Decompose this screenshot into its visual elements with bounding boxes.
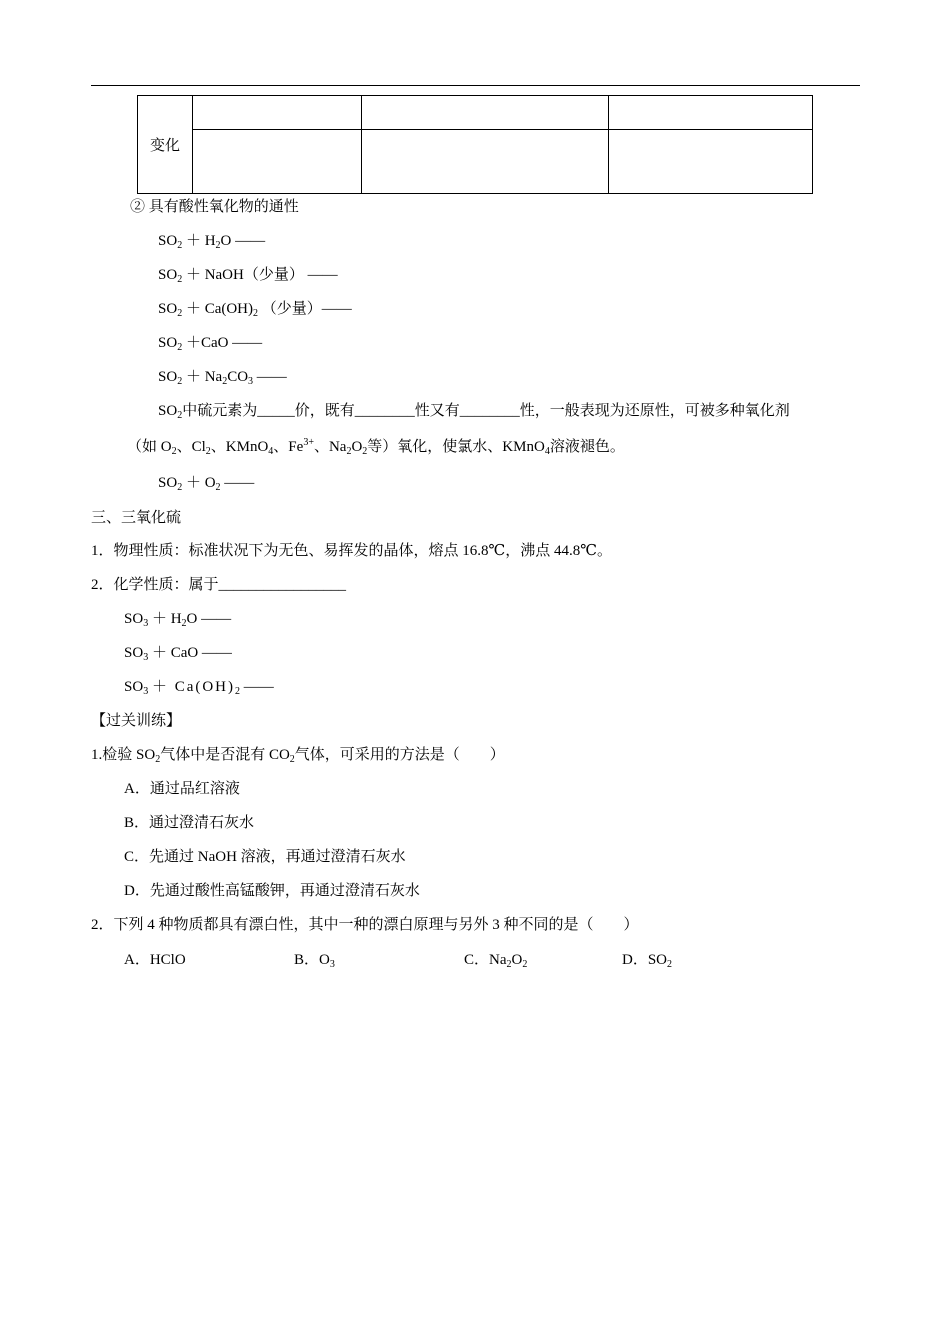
practice-heading: 【过关训练】 <box>91 713 182 729</box>
equation-so2-cao: $SO_2 +CaO$ —— <box>158 335 263 353</box>
so3-chemical-properties: 2．化学性质：属于_________________ <box>91 577 347 593</box>
q1-option-d: D．先通过酸性高锰酸钾，再通过澄清石灰水 <box>124 883 420 899</box>
equation-so2-o2: $SO_2 + O_2$ —— <box>158 475 255 493</box>
table-cell <box>361 130 609 194</box>
acidic-heading: ② 具有酸性氧化物的通性 <box>130 199 299 215</box>
equation-so3-cao: $SO_3$ ＋ CaO —— <box>124 645 232 663</box>
equation-so2-naoh: $SO_2$ ＋ NaOH（少量） —— <box>158 267 338 285</box>
table-cell <box>192 130 361 194</box>
q1-option-a: A．通过品红溶液 <box>124 781 240 797</box>
equation-so3-h2o: $SO_3 + H_2O$ —— <box>124 611 232 629</box>
header-rule <box>91 85 860 86</box>
table-cell <box>609 96 813 130</box>
question-1: 1.检验 $SO_2$气体中是否混有 $CO_2$气体，可采用的方法是（ ） <box>91 747 505 765</box>
equation-so2-h2o: $SO_2 + H_2O$ —— <box>158 233 266 251</box>
table-cell <box>609 130 813 194</box>
equation-so3-caoh2: $SO_3 + Ca(OH)_2$ —— <box>124 679 274 697</box>
equation-so2-na2co3: $SO_2 + Na_2CO_3$ —— <box>158 369 287 387</box>
question-2: 2．下列 4 种物质都具有漂白性，其中一种的漂白原理与另外 3 种不同的是（ ） <box>91 917 639 933</box>
so3-physical-properties: 1．物理性质：标准状况下为无色、易挥发的晶体，熔点 16.8℃，沸点 44.8℃。 <box>91 543 613 559</box>
redox-paragraph-line2: （如 $O_2$、$Cl_2$、KMnO$_4$、$Fe^{3+}$、$Na_2O_2$等）氧化，使氯水、KMnO$_4$溶液褪色。 <box>127 437 625 457</box>
q1-option-b: B．通过澄清石灰水 <box>124 815 255 831</box>
q2-option-a: A．HClO <box>124 952 186 968</box>
equation-so2-caoh2: $SO_2 + Ca(OH)_2$ （少量）—— <box>158 301 352 319</box>
table-cell <box>361 96 609 130</box>
table-cell <box>192 96 361 130</box>
q2-option-d: D．$SO_2$ <box>622 952 673 970</box>
q2-option-b: B．$O_3$ <box>294 952 335 970</box>
table-row-label: 变化 <box>138 96 193 194</box>
q1-option-c: C．先通过 NaOH 溶液，再通过澄清石灰水 <box>124 849 406 865</box>
q2-option-c: C．$Na_2O_2$ <box>464 952 528 970</box>
so3-heading: 三、三氧化硫 <box>91 510 182 526</box>
property-table <box>137 95 813 194</box>
redox-paragraph-line1: $SO_2$中硫元素为_____价，既有________性又有________性，一般表现为还原性，可被多种氧化剂 <box>158 403 790 421</box>
